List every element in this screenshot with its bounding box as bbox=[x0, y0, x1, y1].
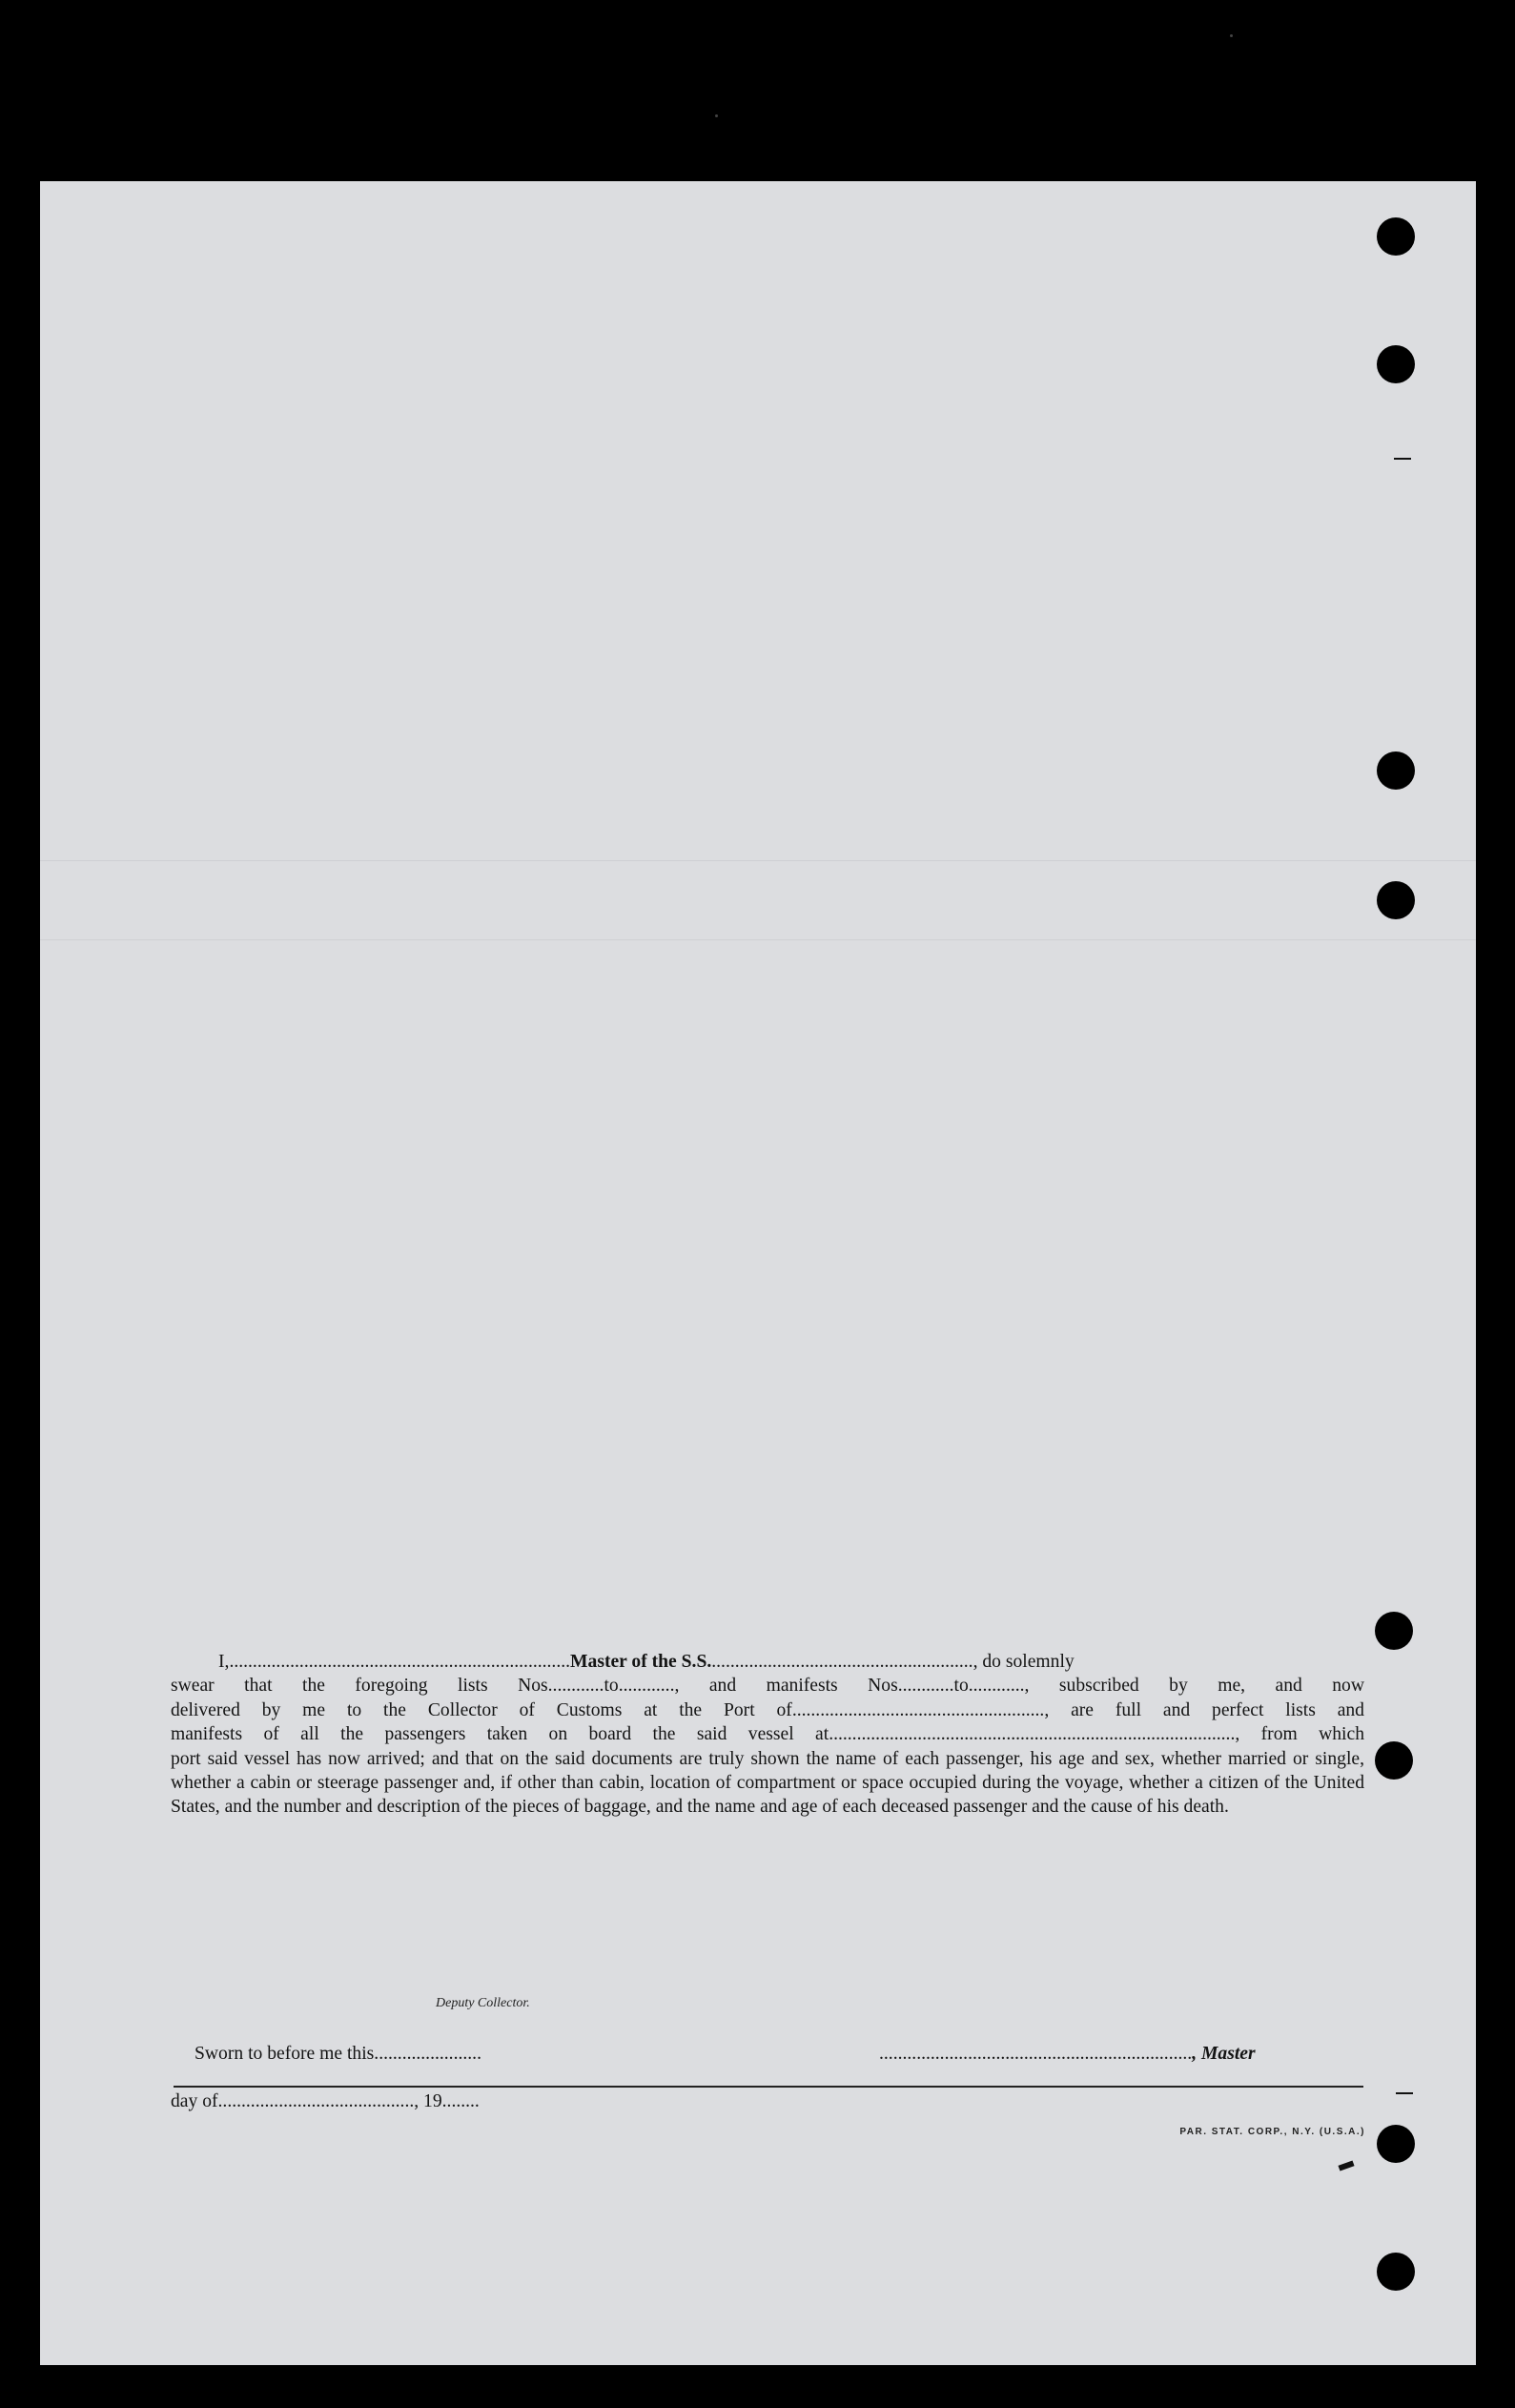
printer-imprint: PAR. STAT. CORP., N.Y. (U.S.A.) bbox=[1179, 2127, 1365, 2137]
day-of-line: day of.........................................., 19........ bbox=[171, 2091, 480, 2111]
master-signature-line: ..................................................................., Master bbox=[879, 2044, 1256, 2064]
master-label: , Master bbox=[1192, 2044, 1256, 2064]
oath-text: , are full and perfect lists and bbox=[1044, 1699, 1364, 1720]
oath-body: port said vessel has now arrived; and that on the said documents are truly shown the name of each passenger, his age and sex, whether married or single, whether a cabin or steerage passenger and, if other than cabin, location of compartment or space occupied during the voyage, whether a citizen of the United States, and the number and description of the pieces of baggage, and the name and age of each deceased passenger and the cause of his death. bbox=[171, 1748, 1364, 1818]
punch-hole bbox=[1377, 2125, 1415, 2163]
sworn-line: Sworn to before me this....................... bbox=[194, 2044, 481, 2064]
oath-text: , and manifests Nos bbox=[674, 1676, 898, 1697]
oath-text: delivered by me to the Collector of Customs at the Port of bbox=[171, 1699, 792, 1720]
punch-hole bbox=[1377, 345, 1415, 383]
punch-hole bbox=[1375, 1612, 1413, 1650]
oath-text: I, bbox=[218, 1652, 230, 1672]
oath-paragraph: I,.........................................................................Master of the S.S........................................................., do solemnly swear that the foregoing lists Nos............to............, and manifests Nos............to............, subscribed by me, and now delivered by me to the Collector of Customs at the Port of......................................................, are full and perfect lists and manifests of all the passengers taken on board the said vessel at......................................................................................., from which port said vessel has now arrived; and that on the said documents are truly shown the name of each passenger, his age and sex, whether married or single, whether a cabin or steerage passenger and, if other than cabin, location of compartment or space occupied during the voyage, whether a citizen of the United States, and the number and description of the pieces of baggage, and the name and age of each deceased passenger and the cause of his death. bbox=[171, 1650, 1364, 1820]
deputy-collector-label: Deputy Collector. bbox=[436, 1996, 530, 2010]
speck bbox=[715, 114, 718, 117]
margin-tick bbox=[1394, 458, 1411, 460]
oath-text: manifests of all the passengers taken on board the said vessel at bbox=[171, 1724, 829, 1745]
horizontal-rule bbox=[174, 2086, 1363, 2088]
document-sheet bbox=[40, 181, 1476, 2365]
year-label: , 19 bbox=[414, 2091, 442, 2111]
punch-hole bbox=[1377, 751, 1415, 790]
oath-text: to bbox=[953, 1676, 969, 1697]
oath-text: to bbox=[604, 1676, 619, 1697]
margin-tick bbox=[1396, 2092, 1413, 2094]
day-of-label: day of bbox=[171, 2091, 218, 2111]
margin-mark bbox=[1338, 2160, 1354, 2171]
oath-text: , from which bbox=[1235, 1724, 1364, 1745]
fold-line bbox=[40, 860, 1476, 861]
punch-hole bbox=[1377, 217, 1415, 256]
oath-text: , do solemnly bbox=[972, 1652, 1075, 1672]
punch-hole bbox=[1375, 1741, 1413, 1780]
fold-line bbox=[40, 939, 1476, 940]
speck bbox=[1230, 34, 1233, 37]
sworn-label: Sworn to before me this bbox=[194, 2044, 375, 2064]
punch-hole bbox=[1377, 2253, 1415, 2291]
oath-text: swear that the foregoing lists Nos bbox=[171, 1676, 548, 1697]
master-of-ss-label: Master of the S.S. bbox=[570, 1652, 712, 1672]
punch-hole bbox=[1377, 881, 1415, 919]
oath-text: , subscribed by me, and now bbox=[1024, 1676, 1364, 1697]
